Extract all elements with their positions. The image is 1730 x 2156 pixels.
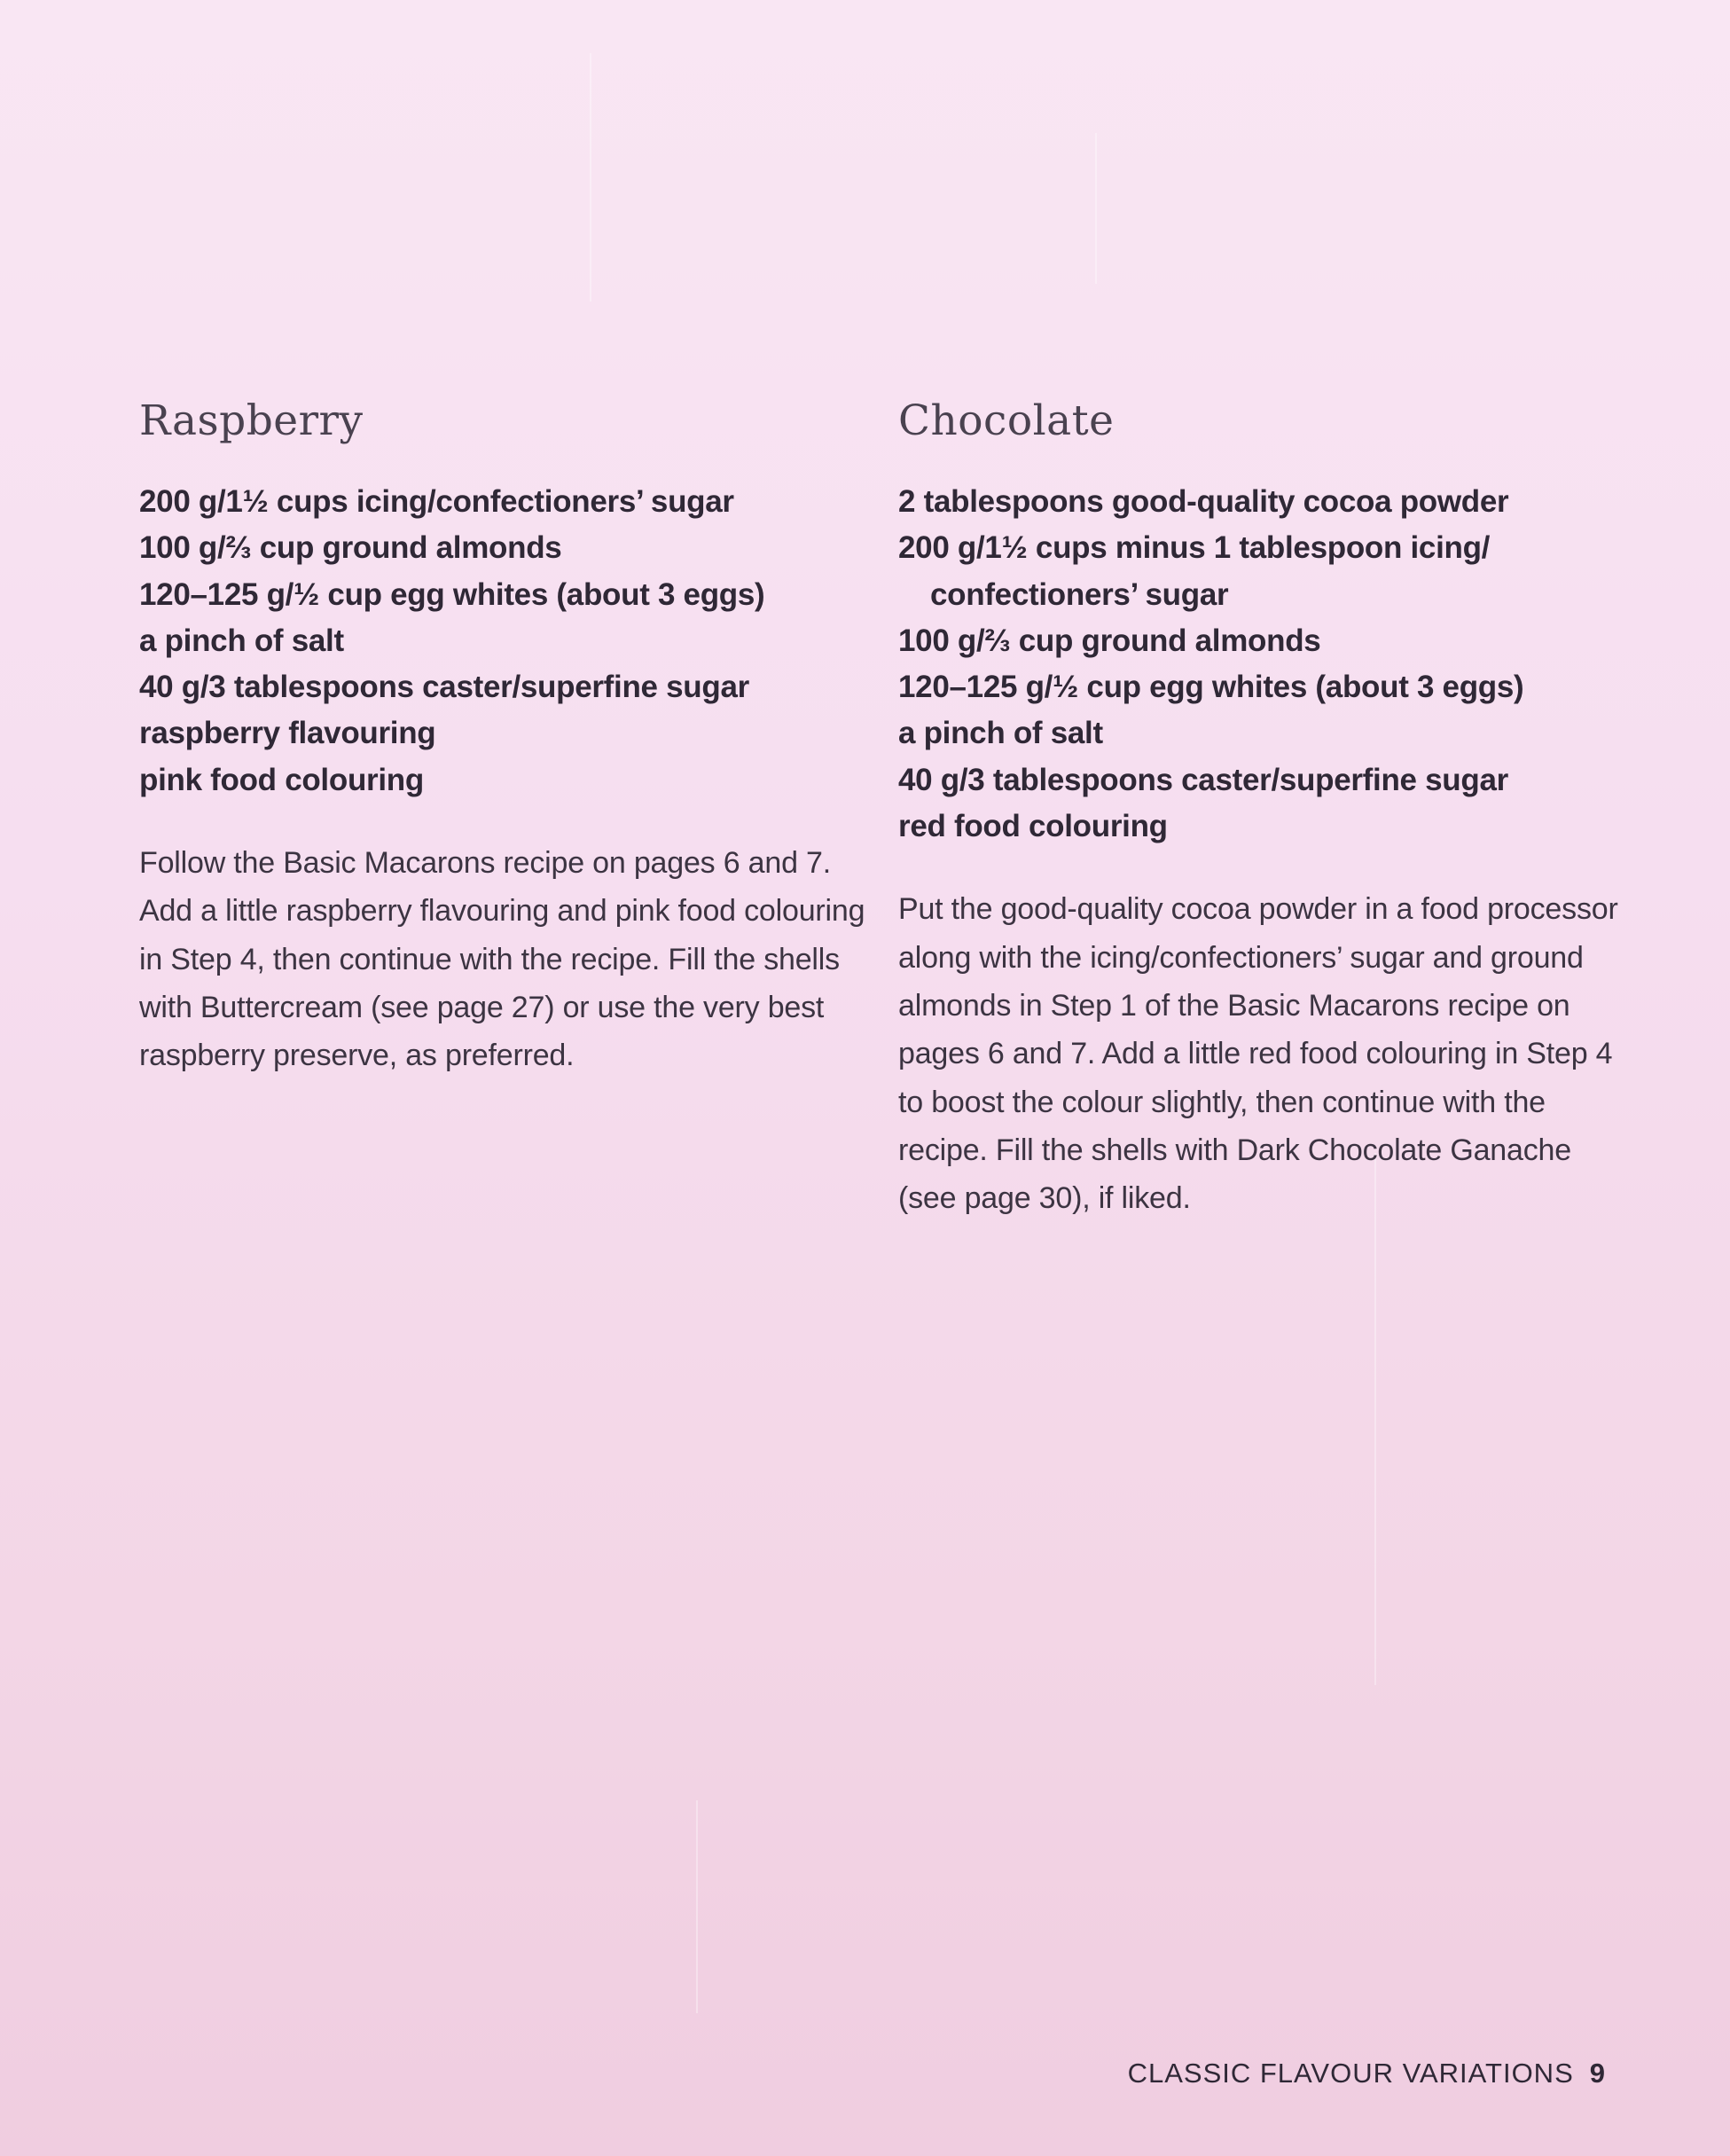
ingredient-item: 100 g/⅔ cup ground almonds [898,623,1321,658]
ingredient-item: a pinch of salt [898,716,1103,751]
ingredient-item: 120–125 g/½ cup egg whites (about 3 eggs) [898,670,1524,705]
ingredient-item: 40 g/3 tablespoons caster/superfine sugar [898,762,1508,797]
ingredient-item: 2 tablespoons good-quality cocoa powder [898,484,1509,519]
ingredient-item: 40 g/3 tablespoons caster/superfine sugar [139,670,749,705]
ingredient-item: red food colouring [898,809,1168,844]
paper-texture [590,53,591,302]
recipe-chocolate [898,390,1625,1222]
ingredient-item: 200 g/1½ cups minus 1 tablespoon icing/ confectioners’ sugar [898,530,1491,612]
paper-texture [696,1800,698,2013]
ingredient-list [139,479,866,804]
recipe-title: Raspberry [139,396,364,445]
ingredient-item: 100 g/⅔ cup ground almonds [139,530,562,566]
recipe-raspberry [139,390,866,1080]
page-footer [1128,2058,1606,2089]
ingredient-item: 120–125 g/½ cup egg whites (about 3 eggs) [139,576,765,612]
method-text: Follow the Basic Macarons recipe on pages 6 and 7. Add a little raspberry flavouring and pink food colouring in Step 4, then continue with the recipe. Fill the shells with Buttercream (see page 27) or use the very best raspberry preserve, as preferred. [139,846,865,1073]
ingredient-item: pink food colouring [139,762,424,797]
method-text: Put the good-quality cocoa powder in a food processor along with the icing/confectioners’ sugar and ground almonds in Step 1 of the Basic Macarons recipe on pages 6 and 7. Add a little red food colouring in Step 4 to boost the colour slightly, then continue with the recipe. Fill the shells with Dark Chocolate Ganache (see page 30), if liked. [898,892,1618,1216]
ingredient-item: 200 g/1½ cups icing/confectioners’ sugar [139,484,734,519]
recipe-title: Chocolate [898,396,1115,445]
paper-texture [1374,1153,1376,1685]
page-number: 9 [1589,2058,1606,2089]
ingredient-item: raspberry flavouring [139,716,436,751]
section-title: CLASSIC FLAVOUR VARIATIONS [1127,2058,1574,2089]
paper-texture [1095,133,1097,284]
ingredient-list [898,479,1625,850]
ingredient-item: a pinch of salt [139,623,344,658]
